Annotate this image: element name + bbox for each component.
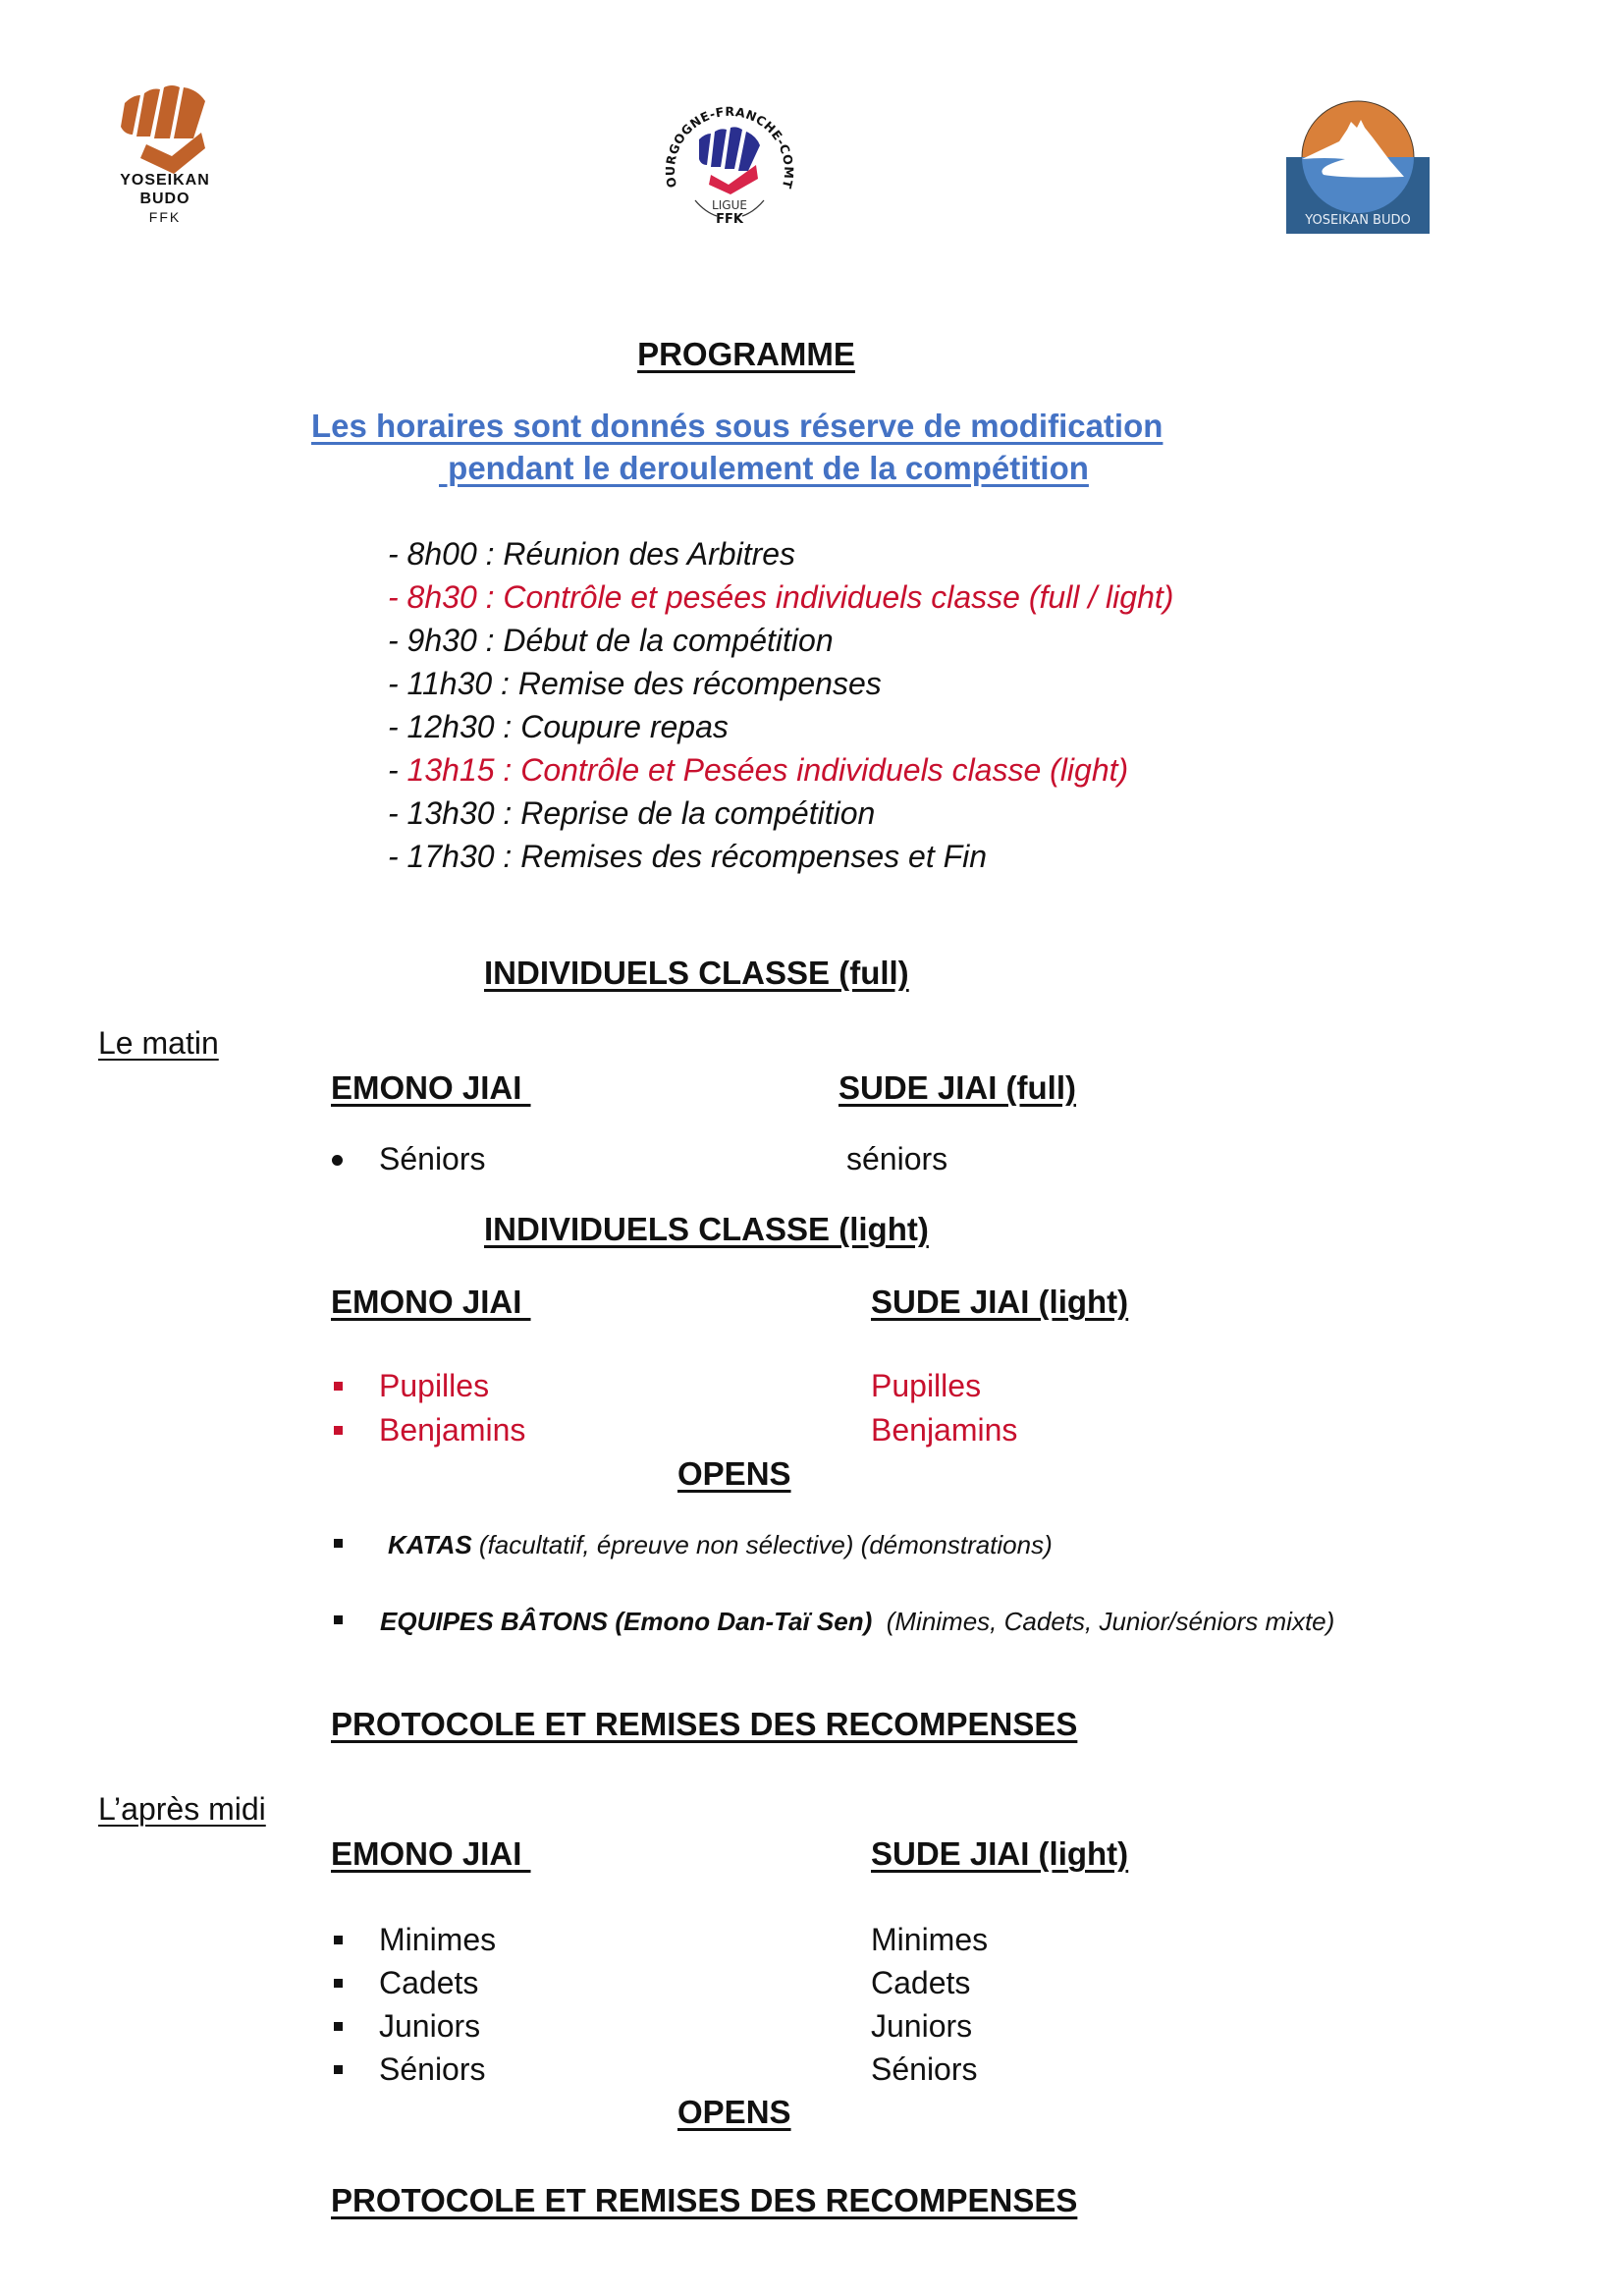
bullet-icon <box>334 1382 343 1391</box>
category-item: Pupilles <box>379 1368 490 1403</box>
mountain-sun-icon <box>1286 98 1430 234</box>
logo-left-line3: FFK <box>148 209 182 225</box>
bullet-icon <box>334 1979 343 1988</box>
logo-right-caption: YOSEIKAN BUDO <box>1305 213 1411 228</box>
page-title: PROGRAMME <box>637 336 855 372</box>
schedule-item <box>388 709 729 745</box>
protocol-heading: PROTOCOLE ET REMISES DES RECOMPENSES <box>331 1706 1078 1742</box>
opens-heading: OPENS <box>677 2094 791 2130</box>
logo-center-ffk: FFK <box>716 212 743 227</box>
bullet-icon <box>334 2065 343 2074</box>
opens-heading: OPENS <box>677 1455 791 1492</box>
schedule-dash: - <box>388 623 407 658</box>
opens-item-detail: (facultatif, épreuve non sélective) (démonstrations) <box>471 1530 1053 1559</box>
schedule-text: 8h30 : Contrôle et pesées individuels classe (full / light) <box>406 579 1174 615</box>
category-item: Juniors <box>379 2008 481 2044</box>
bullet-icon <box>334 1936 343 1944</box>
bullet-icon <box>334 1539 343 1548</box>
emono-jiai-heading: EMONO JIAI <box>331 1284 531 1320</box>
schedule-text: 12h30 : Coupure repas <box>406 709 729 744</box>
schedule-text: 13h15 : Contrôle et Pesées individuels classe (light) <box>406 752 1129 788</box>
category-item: Séniors <box>871 2051 978 2087</box>
logo-center-arc: OURGOGNE-FRANCHE-COMT <box>662 103 797 191</box>
category-item: Minimes <box>871 1922 989 1957</box>
category-item: séniors <box>846 1141 948 1176</box>
schedule-text: 17h30 : Remises des récompenses et Fin <box>406 839 988 874</box>
category-item: Cadets <box>871 1965 971 2000</box>
category-item: Séniors <box>379 1141 486 1176</box>
svg-text:BOURGOGNE-FRANCHE-COMTÉ <box>656 90 796 191</box>
schedule-text: 9h30 : Début de la compétition <box>406 623 834 658</box>
fist-icon <box>111 83 229 177</box>
afternoon-label: L’après midi <box>98 1791 266 1827</box>
emono-jiai-heading: EMONO JIAI <box>331 1835 531 1872</box>
schedule-dash: - <box>388 666 407 701</box>
schedule-dash: - <box>388 752 407 788</box>
notice-line-2: pendant le deroulement de la compétition <box>439 450 1089 486</box>
bullet-icon <box>334 1426 343 1435</box>
emono-jiai-heading: EMONO JIAI <box>331 1069 531 1106</box>
opens-item-title: KATAS <box>388 1530 472 1559</box>
section-heading-full: INDIVIDUELS CLASSE (full) <box>484 955 909 991</box>
logo-left-line2: BUDO <box>139 191 190 207</box>
opens-item-title: EQUIPES BÂTONS (Emono Dan-Taï Sen) <box>380 1607 873 1636</box>
logo-center-ligue: LIGUE <box>712 198 747 212</box>
yoseikan-budo-ffk-logo <box>103 83 221 231</box>
protocol-heading: PROTOCOLE ET REMISES DES RECOMPENSES <box>331 2182 1078 2218</box>
opens-item-katas <box>388 1530 1053 1560</box>
notice-line-1: Les horaires sont donnés sous réserve de modification <box>311 408 1163 444</box>
sude-jiai-light-heading: SUDE JIAI (light) <box>871 1835 1129 1872</box>
bullet-icon <box>334 1615 343 1624</box>
schedule-text: 13h30 : Reprise de la compétition <box>406 795 876 831</box>
yoseikan-budo-logo <box>1286 98 1430 234</box>
schedule-dash: - <box>388 709 407 744</box>
schedule-text: 8h00 : Réunion des Arbitres <box>406 536 796 572</box>
schedule-dash: - <box>388 839 407 874</box>
opens-item-detail: (Minimes, Cadets, Junior/séniors mixte) <box>872 1607 1335 1636</box>
opens-item-equipes <box>380 1607 1334 1637</box>
schedule-item <box>388 839 987 875</box>
schedule-text: 11h30 : Remise des récompenses <box>406 666 882 701</box>
ligue-bfc-ffk-logo <box>656 90 803 238</box>
schedule-item <box>388 623 834 659</box>
schedule-item-highlight <box>388 579 1173 616</box>
schedule-dash: - <box>388 536 407 572</box>
bullet-icon <box>334 2022 343 2031</box>
bullet-icon <box>332 1155 343 1166</box>
morning-label: Le matin <box>98 1025 219 1061</box>
schedule-dash: - <box>388 579 407 615</box>
ligue-emblem-icon <box>656 90 803 238</box>
schedule-dash: - <box>388 795 407 831</box>
sude-jiai-light-heading: SUDE JIAI (light) <box>871 1284 1129 1320</box>
schedule-item-highlight <box>388 752 1128 789</box>
category-item: Benjamins <box>379 1412 526 1448</box>
logo-left-line1: YOSEIKAN <box>120 172 210 189</box>
schedule-item <box>388 795 875 832</box>
category-item: Benjamins <box>871 1412 1018 1448</box>
schedule-item <box>388 666 882 702</box>
category-item: Cadets <box>379 1965 479 2000</box>
section-heading-light: INDIVIDUELS CLASSE (light) <box>484 1211 929 1247</box>
category-item: Minimes <box>379 1922 497 1957</box>
schedule-item <box>388 536 795 573</box>
sude-jiai-full-heading: SUDE JIAI (full) <box>839 1069 1077 1106</box>
category-item: Juniors <box>871 2008 973 2044</box>
category-item: Pupilles <box>871 1368 982 1403</box>
category-item: Séniors <box>379 2051 486 2087</box>
